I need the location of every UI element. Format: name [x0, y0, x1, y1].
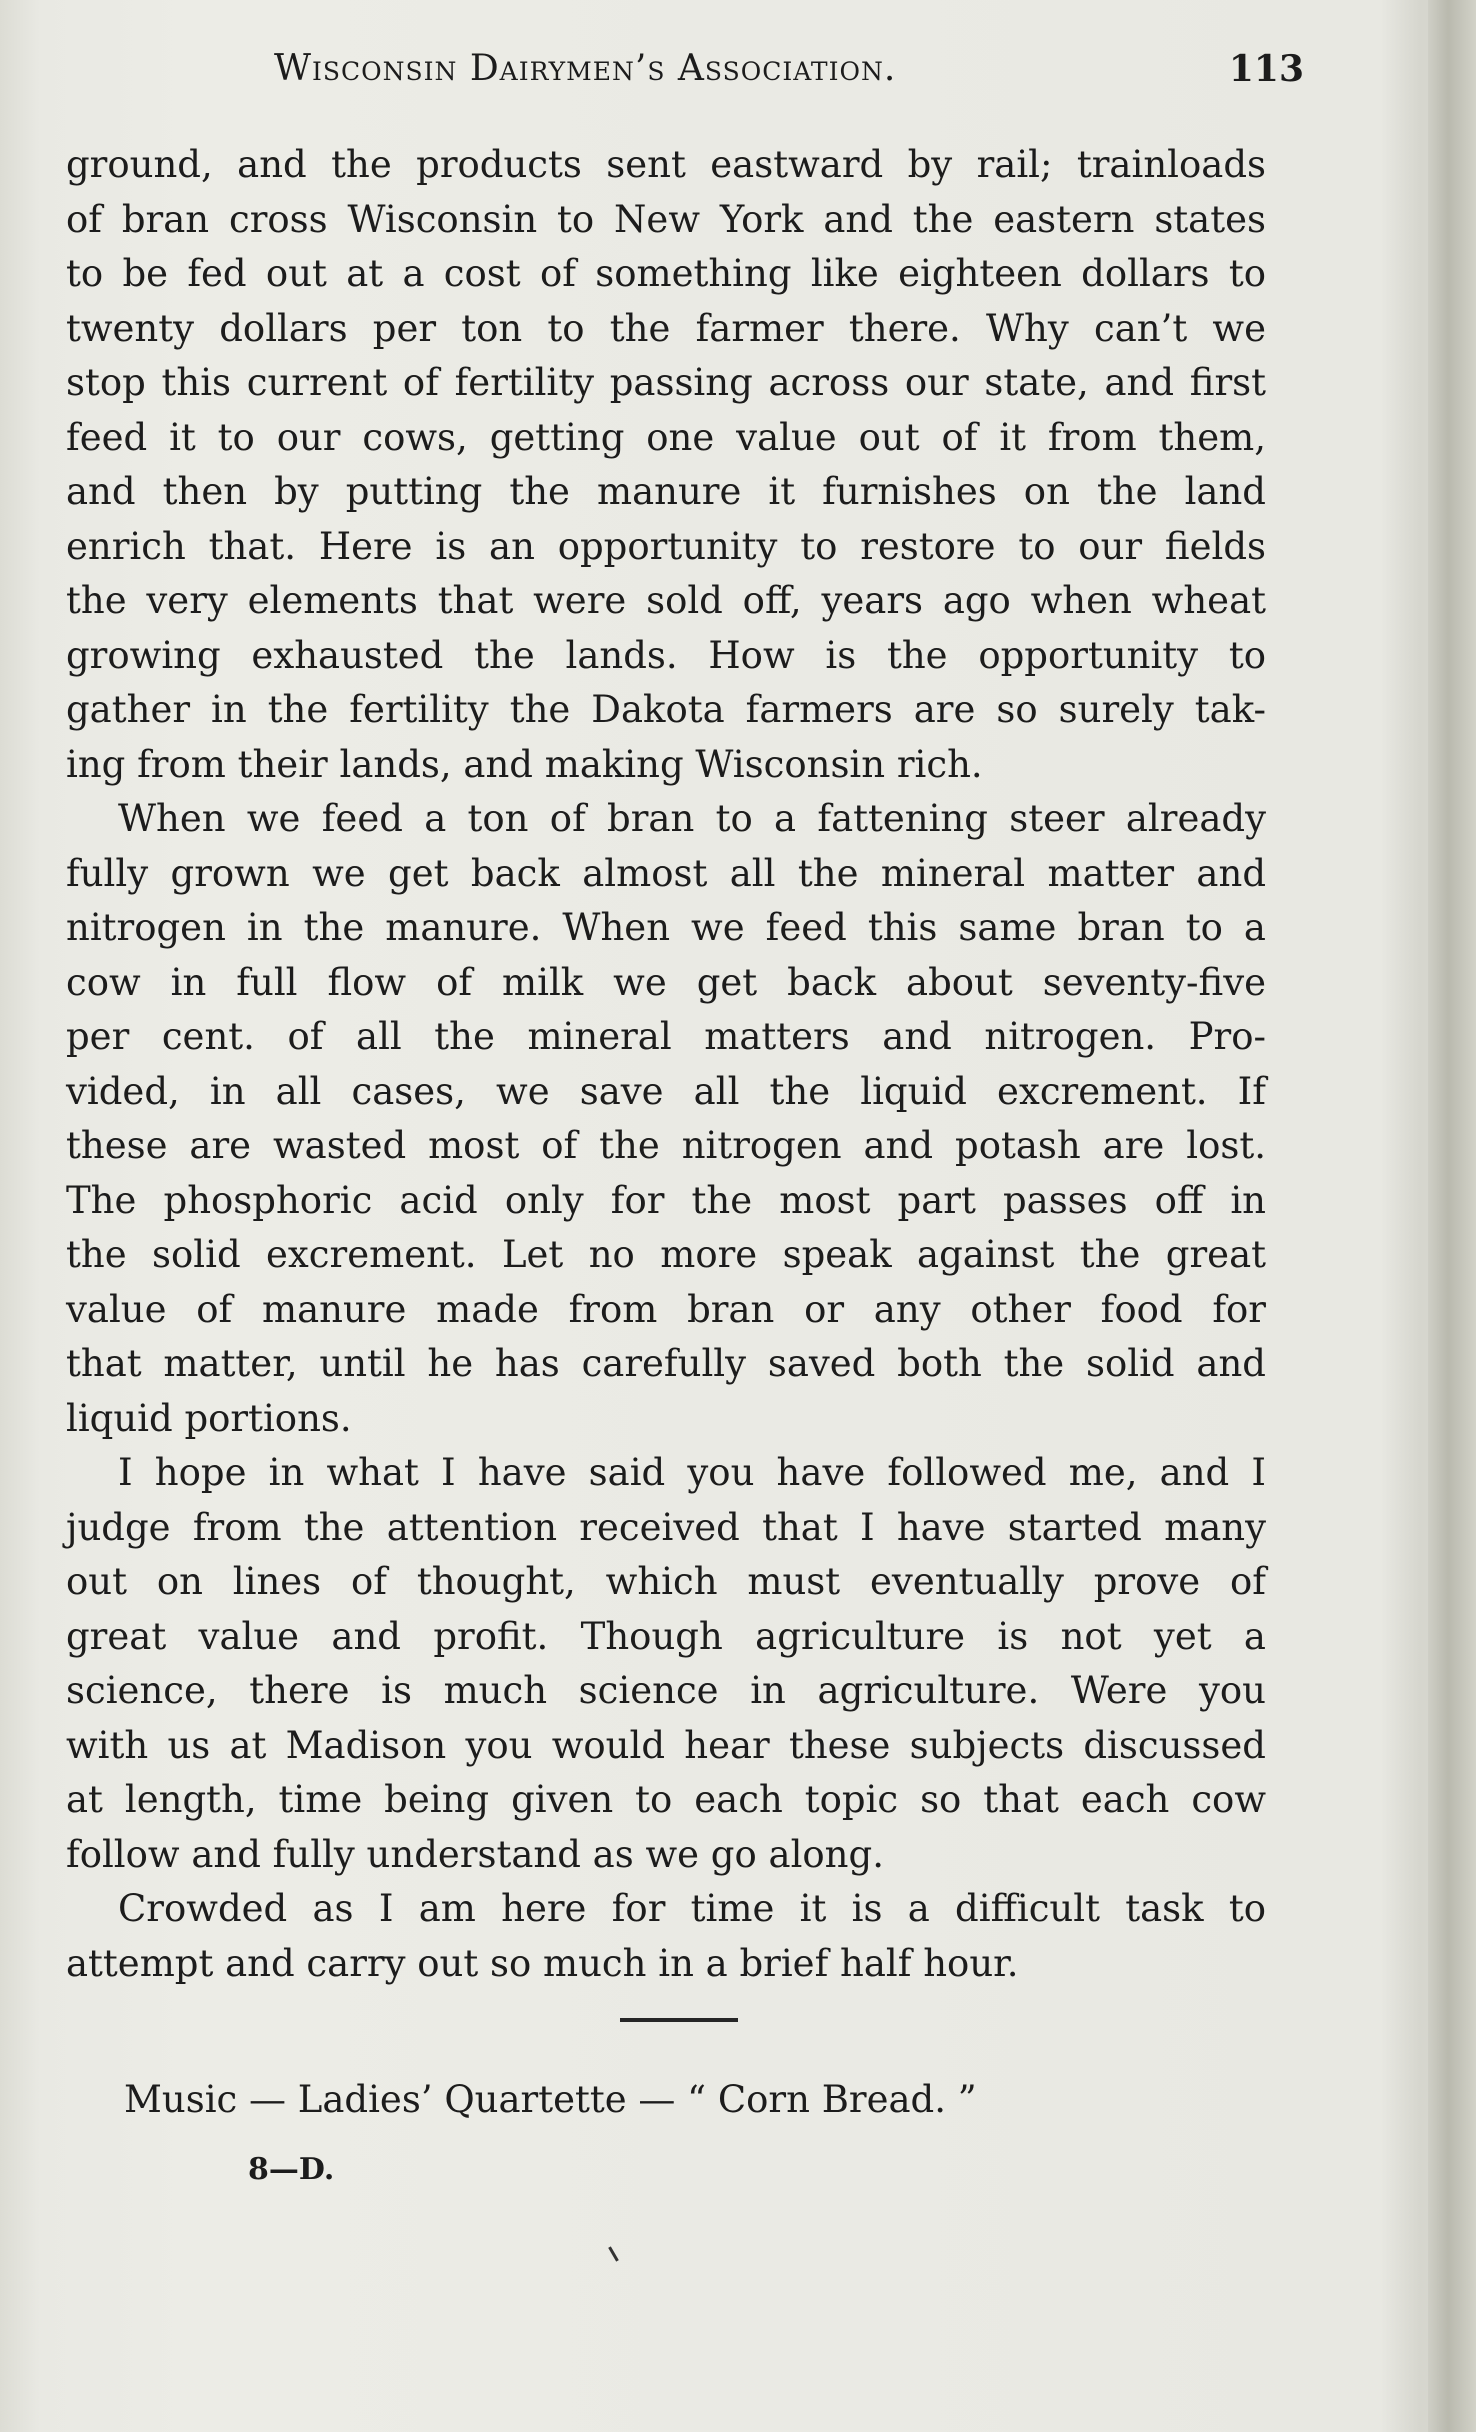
text-line: of bran cross Wisconsin to New York and the eastern states — [66, 197, 1266, 241]
print-speck — [608, 2246, 619, 2261]
text-line: ground, and the products sent eastward by rail; trainloads — [66, 143, 1266, 186]
text-line: cow in full flow of milk we get back about seventy-five — [66, 960, 1266, 1004]
text-line: attempt and carry out so much in a brief half hour. — [66, 1941, 1019, 1985]
text-line: to be fed out at a cost of something like eighteen dollars to — [66, 252, 1266, 295]
text-line: great value and profit. Though agriculture is not yet a — [66, 1614, 1266, 1658]
book-spine-shadow — [1428, 0, 1476, 2432]
text-line: Crowded as I am here for time it is a difficult task to — [118, 1887, 1266, 1930]
text-line: liquid portions. — [66, 1396, 352, 1440]
text-line: stop this current of fertility passing across our state, and first — [66, 361, 1266, 404]
text-line: nitrogen in the manure. When we feed this same bran to a — [66, 906, 1266, 949]
section-divider-rule — [620, 2018, 738, 2022]
text-line: I hope in what I have said you have followed me, and I — [118, 1451, 1266, 1494]
text-line: follow and fully understand as we go along. — [66, 1832, 884, 1876]
text-line: The phosphoric acid only for the most part passes off in — [66, 1178, 1266, 1222]
paragraph-1 — [66, 138, 1266, 792]
text-line: the very elements that were sold off, years ago when wheat — [66, 579, 1266, 622]
text-line: When we feed a ton of bran to a fattening steer already — [118, 797, 1266, 840]
text-line: and then by putting the manure it furnishes on the land — [66, 470, 1266, 513]
text-line: fully grown we get back almost all the mineral matter and — [66, 851, 1266, 895]
text-line: out on lines of thought, which must eventually prove of — [66, 1560, 1266, 1603]
text-line: per cent. of all the mineral matters and nitrogen. Pro- — [66, 1015, 1266, 1058]
text-line: gather in the fertility the Dakota farmers are so surely tak- — [66, 688, 1266, 731]
paragraph-4 — [66, 1882, 1266, 1991]
text-line: with us at Madison you would hear these subjects discussed — [66, 1723, 1266, 1767]
text-line: judge from the attention received that I have started many — [66, 1505, 1266, 1549]
running-head — [274, 48, 1304, 100]
text-line: enrich that. Here is an opportunity to restore to our fields — [66, 524, 1266, 568]
paragraph-3 — [66, 1446, 1266, 1882]
text-line: that matter, until he has carefully saved both the solid and — [66, 1342, 1266, 1385]
text-line: at length, time being given to each topic so that each cow — [66, 1778, 1266, 1821]
music-announcement: Music — Ladies’ Quartette — “ Corn Bread. ” — [124, 2078, 977, 2121]
page-number: 113 — [1228, 48, 1304, 90]
text-line: growing exhausted the lands. How is the opportunity to — [66, 633, 1266, 677]
running-title: Wisconsin Dairymen’s Association. — [274, 48, 897, 89]
paragraph-2 — [66, 792, 1266, 1446]
text-line: ing from their lands, and making Wisconsin rich. — [66, 742, 983, 786]
text-line: value of manure made from bran or any other food for — [66, 1287, 1266, 1331]
signature-mark: 8—D. — [248, 2152, 335, 2187]
text-line: the solid excrement. Let no more speak against the great — [66, 1233, 1266, 1276]
text-line: these are wasted most of the nitrogen and potash are lost. — [66, 1124, 1266, 1167]
text-line: feed it to our cows, getting one value out of it from them, — [66, 415, 1266, 459]
text-line: twenty dollars per ton to the farmer there. Why can’t we — [66, 306, 1266, 350]
body-text — [66, 138, 1266, 1991]
text-line: science, there is much science in agriculture. Were you — [66, 1669, 1266, 1712]
text-line: vided, in all cases, we save all the liquid excrement. If — [66, 1069, 1266, 1113]
